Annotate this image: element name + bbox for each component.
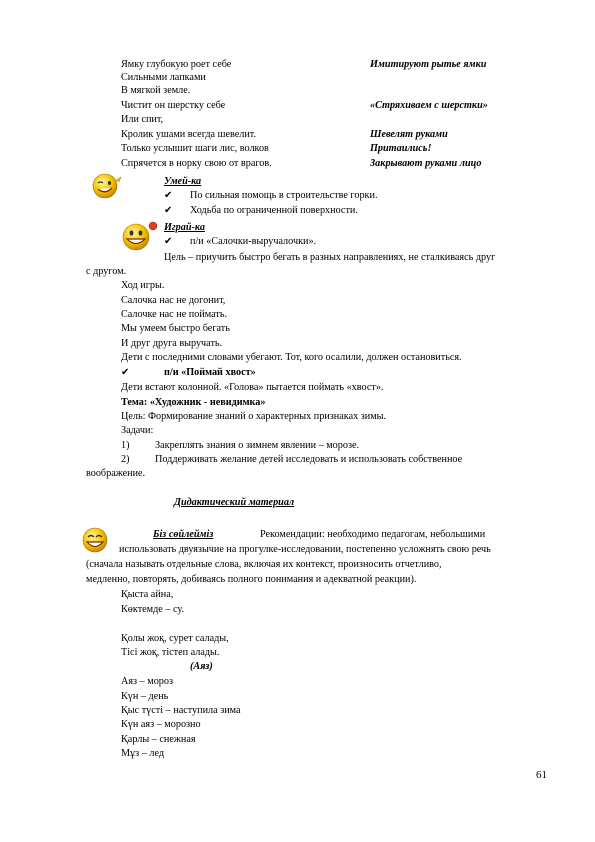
- page-number: 61: [536, 769, 547, 781]
- checkmark-icon: ✔: [164, 236, 173, 247]
- vocab-line: Мұз – лед: [121, 748, 165, 759]
- checkmark-icon: ✔: [121, 367, 130, 378]
- task-text-cont: воображение.: [86, 468, 146, 479]
- kz-line: Тісі жоқ, тістеп алады.: [121, 647, 220, 658]
- recommendation: (сначала называть отдельные слова, включая их контекст, произносить отчетливо,: [86, 559, 442, 570]
- game-goal: Цель – приучить быстро бегать в разных направлениях, не сталкиваясь друг: [164, 252, 496, 263]
- game-line: Ход игры.: [121, 280, 165, 291]
- tasks-label: Задачи:: [121, 425, 154, 436]
- game2-title: п/и «Поймай хвост»: [164, 367, 256, 378]
- winking-smiley-icon: [90, 172, 124, 200]
- poem-line: Спрячется в норку свою от врагов.: [121, 158, 272, 169]
- section-title-umey: Умей-ка: [164, 176, 202, 187]
- checkmark-icon: ✔: [164, 190, 173, 201]
- poem-action: Притаились!: [370, 143, 432, 154]
- recommendation: медленно, повторять, добиваясь полного понимания и адекватной реакции).: [86, 574, 417, 585]
- didactic-title: Дидактический материал: [174, 497, 295, 508]
- game2-text: Дети встают колонной. «Голова» пытается поймать «хвост».: [121, 382, 384, 393]
- biz-title: Біз сөйлейміз: [153, 529, 214, 540]
- kz-line: Қолы жоқ, сурет салады,: [121, 633, 229, 644]
- task-text: Закреплять знания о зимнем явлении – морозе.: [155, 440, 360, 451]
- poem-line: Чистит он шерстку себе: [121, 100, 226, 111]
- umey-item: По сильная помощь в строительстве горки.: [190, 190, 378, 201]
- vocab-line: Күн – день: [121, 691, 169, 702]
- grinning-smiley-icon: [120, 220, 160, 252]
- kz-line: Қыста айна,: [121, 589, 174, 600]
- vocab-line: Күн аяз – морозно: [121, 719, 201, 730]
- poem-line: Кролик ушами всегда шевелит.: [121, 129, 257, 140]
- recommendation: Рекомендации: необходимо педагогам, небольшими: [260, 529, 486, 540]
- game-line: Мы умеем быстро бегать: [121, 323, 230, 334]
- poem-line: Только услышит шаги лис, волков: [121, 143, 269, 154]
- game-line: Салочка нас не догонит,: [121, 295, 226, 306]
- theme-title: Тема: «Художник - невидимка»: [121, 397, 266, 408]
- task-number: 2): [121, 454, 130, 465]
- task-number: 1): [121, 440, 130, 451]
- poem-action: Закрывают руками лицо: [370, 158, 482, 169]
- poem-line: Ямку глубокую роет себе: [121, 59, 232, 70]
- recommendation: использовать двуязычие на прогулке-исследовании, постепенно усложнять свою речь: [119, 544, 491, 555]
- poem-action: Шевелят руками: [370, 129, 448, 140]
- game-title: п/и «Салочки-выручалочки».: [190, 236, 317, 247]
- checkmark-icon: ✔: [164, 205, 173, 216]
- poem-line: Сильными лапками: [121, 72, 206, 83]
- poem-action: «Стряхиваем с шерстки»: [370, 100, 488, 111]
- game-goal-cont: с другом.: [86, 266, 127, 277]
- vocab-line: Қыс түсті – наступила зима: [121, 705, 241, 716]
- poem-line: В мягкой земле.: [121, 85, 191, 96]
- vocab-line: Аяз – мороз: [121, 676, 174, 687]
- poem-line: Или спит,: [121, 114, 164, 125]
- riddle-answer: (Аяз): [190, 661, 213, 672]
- game-line: Салочке нас не поймать.: [121, 309, 228, 320]
- game-line: Дети с последними словами убегают. Тот, кого осалили, должен остановиться.: [121, 352, 462, 363]
- theme-goal: Цель: Формирование знаний о характерных признаках зимы.: [121, 411, 387, 422]
- poem-action: Имитируют рытье ямки: [370, 59, 487, 70]
- task-text: Поддерживать желание детей исследовать и использовать собственное: [155, 454, 463, 465]
- section-title-igray: Играй-ка: [164, 222, 205, 233]
- umey-item: Ходьба по ограниченной поверхности.: [190, 205, 358, 216]
- vocab-line: Қарлы – снежная: [121, 734, 196, 745]
- game-line: И друг друга выручать.: [121, 338, 223, 349]
- kz-line: Көктемде – су.: [121, 604, 185, 615]
- laughing-smiley-icon: [80, 527, 110, 553]
